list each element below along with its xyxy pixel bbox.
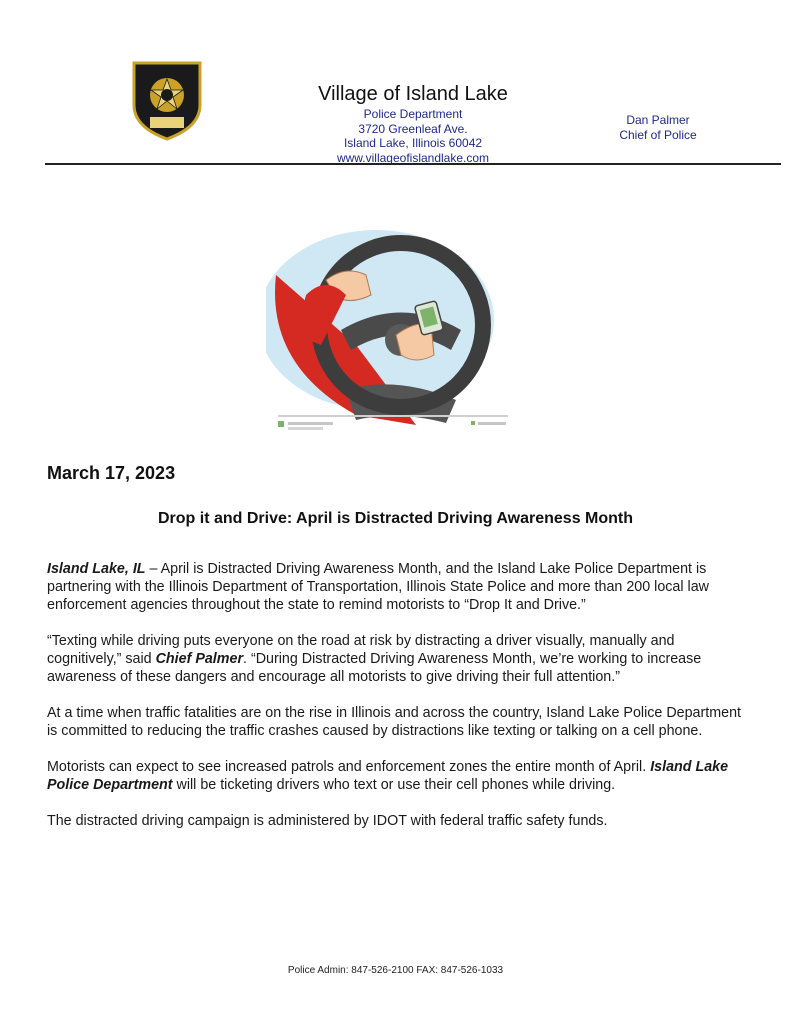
headline: Drop it and Drive: April is Distracted Driving Awareness Month [157, 510, 634, 527]
paragraph-2: “Texting while driving puts everyone on the road at risk by distracting a driver visually, manually and cognitively,” said Chief Palmer. “During Distracted Driving Awareness Month, we’re working to increase awareness of these dangers and encourage all motorists to give driving their full attention.” [47, 633, 702, 685]
police-badge-logo [128, 55, 206, 141]
village-title: Village of Island Lake [318, 83, 508, 105]
chief-name: Dan Palmer [626, 113, 690, 127]
press-release-body [47, 560, 747, 848]
header-divider [45, 163, 781, 165]
chief-block [596, 113, 720, 142]
dateline: Island Lake, IL [47, 561, 146, 577]
website-link[interactable]: www.villageofislandlake.com [336, 150, 490, 165]
speaker-name: Chief Palmer [155, 651, 244, 667]
address-city: Island Lake, Illinois 60042 [343, 136, 483, 150]
release-date: March 17, 2023 [47, 463, 176, 483]
distracted-driver-illustration [266, 225, 518, 445]
address-street: 3720 Greenleaf Ave. [358, 121, 468, 136]
paragraph-4: Motorists can expect to see increased patrols and enforcement zones the entire month of April. Island Lake Police Department will be ticketing drivers who text or use their cell phones while driving. [47, 759, 729, 793]
paragraph-3: At a time when traffic fatalities are on the rise in Illinois and across the country, Island Lake Police Department is committed to reducing the traffic crashes caused by distractions like texting or talking on a cell phone. [47, 705, 742, 739]
paragraph-5: The distracted driving campaign is administered by IDOT with federal traffic safety funds. [47, 813, 608, 829]
paragraph-1: Island Lake, IL – April is Distracted Driving Awareness Month, and the Island Lake Police Department is partnering with the Illinois Department of Transportation, Illinois State Police and more than 200 local law enforcement agencies throughout the state to remind motorists to “Drop It and Drive.” [47, 561, 709, 613]
department-name: Police Department [363, 107, 463, 121]
department-mention: Island Lake Police Department [47, 759, 729, 793]
chief-title: Chief of Police [619, 127, 697, 142]
department-address-block [300, 107, 526, 165]
footer-contact: Police Admin: 847-526-2100 FAX: 847-526-1033 [287, 965, 504, 976]
